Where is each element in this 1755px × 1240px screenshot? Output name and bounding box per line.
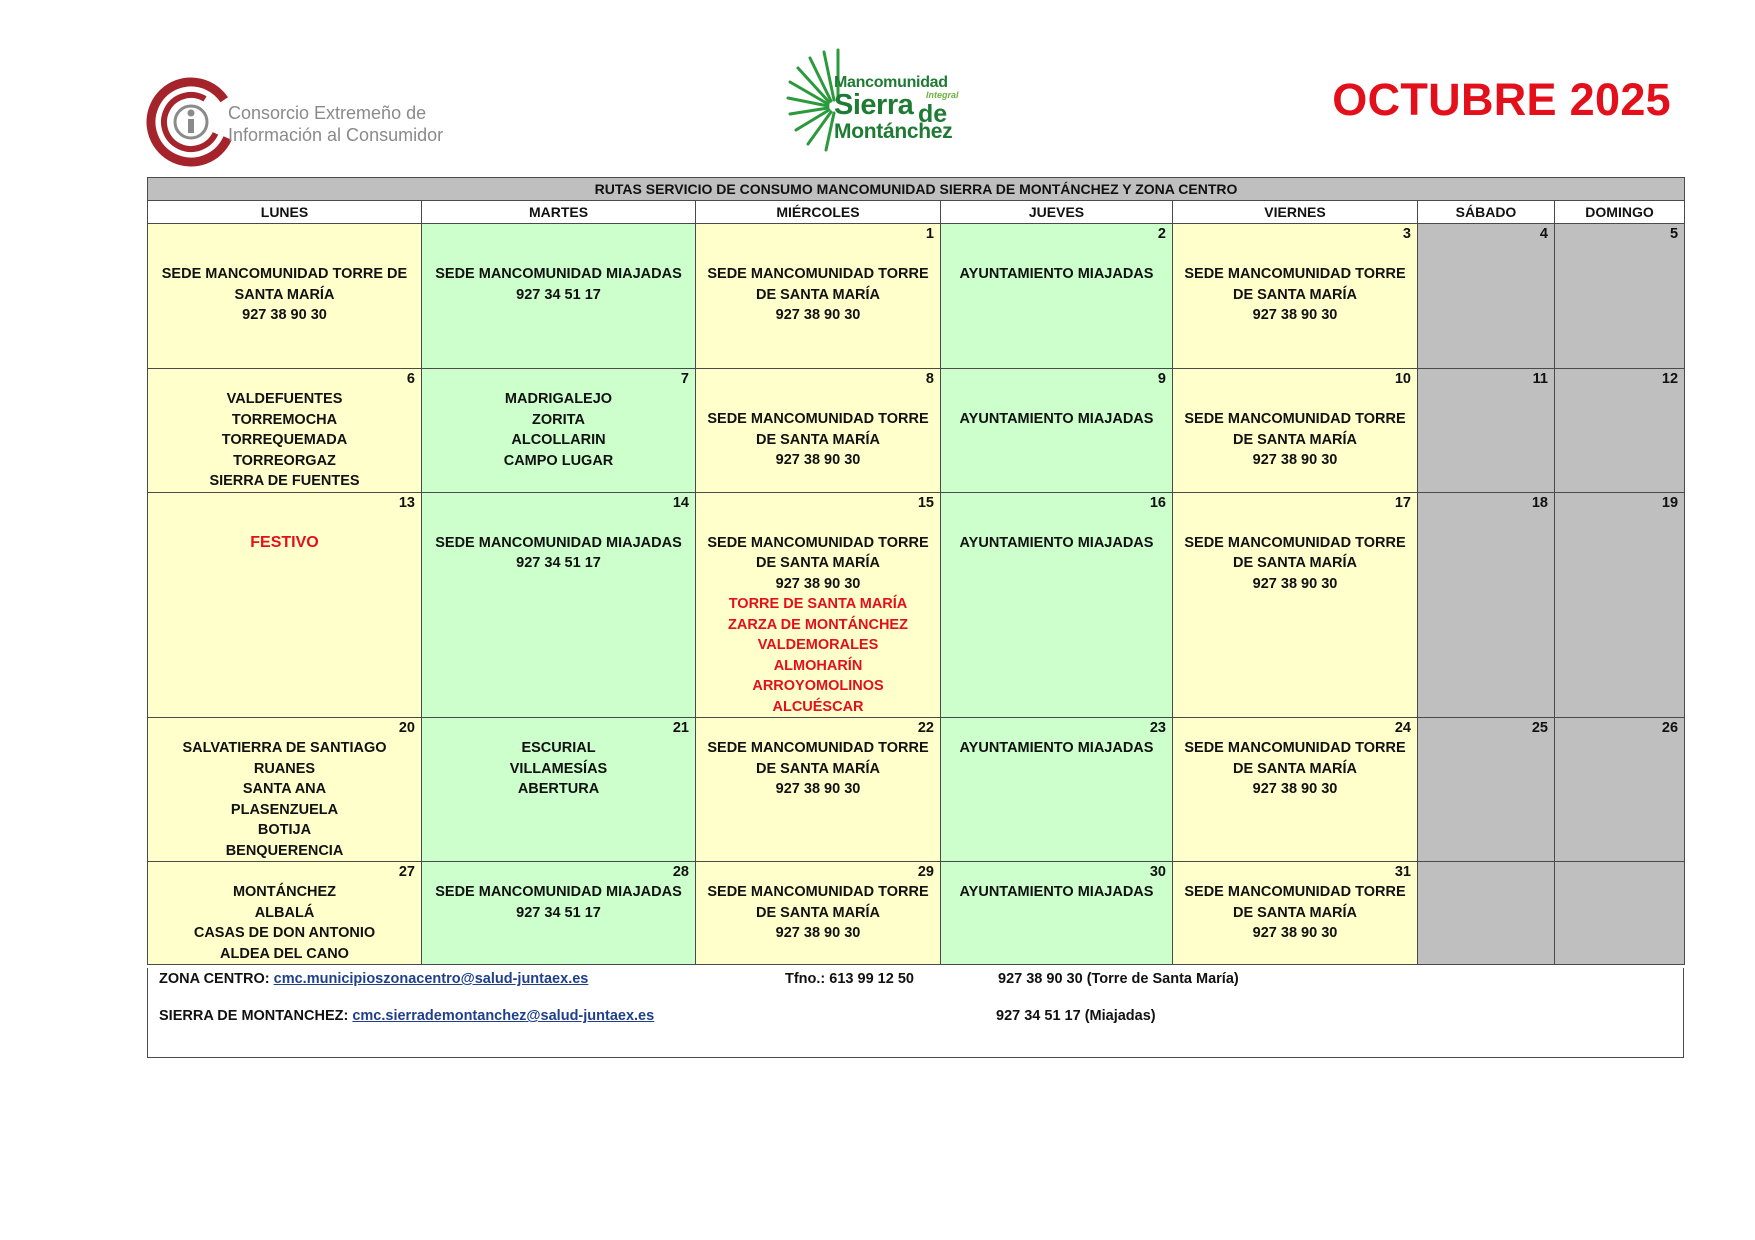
day-cell xyxy=(696,718,941,862)
route-line xyxy=(941,389,1172,409)
route-line: 927 38 90 30 xyxy=(775,781,861,797)
day-number: 1 xyxy=(925,226,934,242)
route-line: AYUNTAMIENTO MIAJADAS xyxy=(959,740,1154,756)
tfno-text: Tfno.: 613 99 12 50 xyxy=(785,971,914,987)
route-line: DE SANTA MARÍA xyxy=(1232,286,1358,303)
day-cell xyxy=(422,718,696,862)
route-line: PLASENZUELA xyxy=(230,801,339,818)
route-line: SEDE MANCOMUNIDAD TORRE xyxy=(707,266,929,282)
route-line: SEDE MANCOMUNIDAD TORRE xyxy=(1184,266,1406,282)
route-line: AYUNTAMIENTO MIAJADAS xyxy=(959,411,1154,427)
route-line: TORREORGAZ xyxy=(233,452,336,469)
day-cell xyxy=(696,492,941,718)
route-line: 927 38 90 30 xyxy=(775,575,861,592)
day-number: 27 xyxy=(398,864,415,880)
route-line: 927 38 90 30 xyxy=(775,925,861,941)
day-header-viernes: VIERNES xyxy=(1173,201,1418,224)
day-header-domingo: DOMINGO xyxy=(1555,201,1685,224)
route-line xyxy=(1173,244,1417,264)
day-cell xyxy=(1555,492,1685,718)
calendar-banner: RUTAS SERVICIO DE CONSUMO MANCOMUNIDAD SIERRA DE MONTÁNCHEZ Y ZONA CENTRO xyxy=(148,178,1685,201)
day-number: 7 xyxy=(680,371,689,387)
sierra-contact xyxy=(159,1008,654,1024)
day-number: 25 xyxy=(1531,720,1548,736)
route-line: DE SANTA MARÍA xyxy=(755,760,881,777)
route-line xyxy=(696,389,940,409)
route-line: ALDEA DEL CANO xyxy=(220,945,349,962)
day-cell xyxy=(1418,369,1555,493)
day-number: 4 xyxy=(1539,226,1548,242)
route-line: DE SANTA MARÍA xyxy=(755,904,881,921)
route-line xyxy=(1173,513,1417,533)
day-number: 14 xyxy=(672,494,689,511)
logo-text-line-2: Información al Consumidor xyxy=(228,125,444,145)
route-line: 927 38 90 30 xyxy=(242,307,327,323)
day-number: 28 xyxy=(672,864,689,880)
route-calendar xyxy=(147,177,1685,965)
month-title: OCTUBRE 2025 xyxy=(1332,74,1671,125)
day-number: 24 xyxy=(1394,720,1411,736)
zona-centro-contact xyxy=(159,971,588,987)
day-cell xyxy=(1418,224,1555,369)
route-line: SEDE MANCOMUNIDAD TORRE xyxy=(707,884,929,900)
day-cell xyxy=(941,224,1173,369)
route-line: CAMPO LUGAR xyxy=(503,452,614,469)
day-cell xyxy=(941,718,1173,862)
day-number: 6 xyxy=(406,371,415,387)
logo-montanchez: Montánchez xyxy=(834,120,953,143)
route-line: VILLAMESÍAS xyxy=(509,760,608,777)
week-row xyxy=(148,369,1685,493)
route-line: DE SANTA MARÍA xyxy=(755,431,881,448)
route-line: DE SANTA MARÍA xyxy=(1232,555,1358,571)
route-line: ALBALÁ xyxy=(254,904,315,921)
logo-sierra: Sierra xyxy=(834,89,914,121)
route-line: ABERTURA xyxy=(517,781,600,797)
day-cell xyxy=(148,369,422,493)
route-town-line: ZARZA DE MONTÁNCHEZ xyxy=(728,616,908,633)
route-line: BENQUERENCIA xyxy=(225,842,344,859)
route-line: 927 38 90 30 xyxy=(1252,781,1338,797)
day-number: 26 xyxy=(1661,720,1679,736)
sierra-email-link[interactable]: cmc.sierrademontanchez@salud-juntaex.es xyxy=(352,1008,655,1024)
route-line: DE SANTA MARÍA xyxy=(755,286,881,303)
route-line: SEDE MANCOMUNIDAD MIAJADAS xyxy=(435,884,682,900)
route-line xyxy=(148,244,421,264)
route-line: 927 38 90 30 xyxy=(775,452,861,468)
route-line xyxy=(696,244,940,264)
route-line: AYUNTAMIENTO MIAJADAS xyxy=(959,534,1154,551)
day-cell xyxy=(422,224,696,369)
day-number: 5 xyxy=(1669,226,1679,242)
day-cell xyxy=(696,224,941,369)
route-line: TORREQUEMADA xyxy=(221,432,348,448)
day-cell xyxy=(941,492,1173,718)
calendar-weeks xyxy=(148,224,1685,965)
day-number: 18 xyxy=(1531,494,1548,511)
day-cell xyxy=(148,718,422,862)
day-number xyxy=(1555,862,1684,882)
day-cell xyxy=(1418,862,1555,965)
route-line: SEDE MANCOMUNIDAD MIAJADAS xyxy=(435,266,682,282)
day-header-sabado: SÁBADO xyxy=(1418,201,1555,224)
route-town-line: TORRE DE SANTA MARÍA xyxy=(728,596,908,612)
day-cell xyxy=(1173,224,1418,369)
day-cell xyxy=(1173,862,1418,965)
day-cell xyxy=(941,862,1173,965)
route-line: DE SANTA MARÍA xyxy=(1232,760,1358,777)
route-line: 927 34 51 17 xyxy=(516,904,601,921)
day-number: 10 xyxy=(1394,371,1411,387)
day-number: 2 xyxy=(1157,226,1166,242)
day-cell xyxy=(696,862,941,965)
zona-centro-email-link[interactable]: cmc.municipioszonacentro@salud-juntaex.es xyxy=(273,971,589,987)
day-header-jueves: JUEVES xyxy=(941,201,1173,224)
route-line: 927 34 51 17 xyxy=(516,555,601,571)
route-line: VALDEFUENTES xyxy=(226,391,343,407)
route-town-line: ALCUÉSCAR xyxy=(772,698,864,715)
route-town-line: ARROYOMOLINOS xyxy=(752,678,884,694)
route-line: SEDE MANCOMUNIDAD TORRE xyxy=(707,534,929,551)
route-line: SEDE MANCOMUNIDAD TORRE xyxy=(707,740,929,756)
day-cell xyxy=(148,492,422,718)
consorcio-emblem-icon xyxy=(146,72,236,172)
route-line: ZORITA xyxy=(532,411,585,428)
day-number: 8 xyxy=(925,371,934,387)
route-line: DE SANTA MARÍA xyxy=(755,555,881,571)
route-line: 927 38 90 30 xyxy=(775,307,861,323)
route-line: BOTIJA xyxy=(257,822,312,838)
route-line: SALVATIERRA DE SANTIAGO xyxy=(182,740,387,756)
route-line: DE SANTA MARÍA xyxy=(1232,431,1358,448)
route-town-line: ALMOHARÍN xyxy=(773,657,863,674)
route-line: SANTA MARÍA xyxy=(234,286,335,303)
route-line: 927 38 90 30 xyxy=(1252,307,1338,323)
route-line: 927 34 51 17 xyxy=(516,286,601,303)
route-line: SEDE MANCOMUNIDAD TORRE DE xyxy=(161,266,408,282)
route-line: ESCURIAL xyxy=(521,740,596,756)
route-town-line: VALDEMORALES xyxy=(757,637,879,653)
route-line: AYUNTAMIENTO MIAJADAS xyxy=(959,884,1154,900)
day-number: 12 xyxy=(1661,371,1679,387)
day-number: 19 xyxy=(1661,494,1679,511)
route-line: SANTA ANA xyxy=(242,781,327,797)
day-number: 16 xyxy=(1149,494,1166,511)
day-cell xyxy=(1555,369,1685,493)
logo-text-line-1: Consorcio Extremeño de xyxy=(228,103,427,123)
route-line: RUANES xyxy=(253,760,316,777)
zona-centro-label: ZONA CENTRO: xyxy=(159,971,270,987)
day-number: 13 xyxy=(398,494,415,511)
route-line xyxy=(422,513,695,533)
logo-mancomunidad: Mancomunidad xyxy=(834,74,948,91)
day-cell xyxy=(1173,718,1418,862)
route-line: SEDE MANCOMUNIDAD TORRE xyxy=(1184,534,1406,551)
day-number: 23 xyxy=(1149,720,1166,736)
day-cell xyxy=(422,862,696,965)
day-number xyxy=(148,224,421,244)
tel-torre-text: 927 38 90 30 (Torre de Santa María) xyxy=(998,971,1239,987)
day-cell xyxy=(1555,224,1685,369)
day-number: 15 xyxy=(917,494,934,511)
route-line: MONTÁNCHEZ xyxy=(232,884,337,900)
mancomunidad-logo xyxy=(786,42,982,152)
route-line: 927 38 90 30 xyxy=(1252,575,1338,592)
route-line xyxy=(941,244,1172,264)
day-header-miercoles: MIÉRCOLES xyxy=(696,201,941,224)
route-line: SEDE MANCOMUNIDAD TORRE xyxy=(707,411,929,427)
day-number: 11 xyxy=(1532,371,1548,387)
day-header-martes: MARTES xyxy=(422,201,696,224)
week-row xyxy=(148,718,1685,862)
route-line: 927 38 90 30 xyxy=(1252,925,1338,941)
route-line: 927 38 90 30 xyxy=(1252,452,1338,468)
day-cell xyxy=(422,369,696,493)
contact-footer xyxy=(147,968,1684,1058)
day-cell xyxy=(1173,369,1418,493)
day-number: 20 xyxy=(398,720,415,736)
festivo-label: FESTIVO xyxy=(250,533,319,551)
route-line xyxy=(941,513,1172,533)
day-number: 9 xyxy=(1157,371,1166,387)
tel-miajadas-text: 927 34 51 17 (Miajadas) xyxy=(996,1008,1156,1024)
route-line: CASAS DE DON ANTONIO xyxy=(193,925,376,941)
sierra-label: SIERRA DE MONTANCHEZ: xyxy=(159,1008,349,1024)
day-number: 22 xyxy=(917,720,934,736)
route-line xyxy=(422,244,695,264)
day-number xyxy=(422,224,695,244)
day-cell xyxy=(1173,492,1418,718)
week-row xyxy=(148,224,1685,369)
route-line: MADRIGALEJO xyxy=(504,391,613,407)
day-cell xyxy=(696,369,941,493)
route-line xyxy=(1173,389,1417,409)
route-line: SEDE MANCOMUNIDAD TORRE xyxy=(1184,740,1406,756)
route-line: AYUNTAMIENTO MIAJADAS xyxy=(959,266,1154,282)
day-number: 31 xyxy=(1394,864,1411,880)
day-header-lunes: LUNES xyxy=(148,201,422,224)
day-cell xyxy=(1555,718,1685,862)
route-line xyxy=(696,513,940,533)
day-cell xyxy=(1418,718,1555,862)
day-number: 29 xyxy=(917,864,934,880)
day-number: 17 xyxy=(1394,494,1411,511)
day-cell xyxy=(422,492,696,718)
day-number: 3 xyxy=(1402,226,1411,242)
route-line: DE SANTA MARÍA xyxy=(1232,904,1358,921)
day-cell xyxy=(148,224,422,369)
day-number: 30 xyxy=(1149,864,1166,880)
day-number xyxy=(1418,862,1554,882)
route-line: SEDE MANCOMUNIDAD TORRE xyxy=(1184,884,1406,900)
route-line: SIERRA DE FUENTES xyxy=(209,473,360,489)
week-row xyxy=(148,492,1685,718)
consorcio-logo xyxy=(146,72,486,172)
logo-integral: Integral xyxy=(926,90,959,100)
day-cell xyxy=(941,369,1173,493)
day-number: 21 xyxy=(672,720,689,736)
day-cell xyxy=(1418,492,1555,718)
day-cell xyxy=(148,862,422,965)
route-line xyxy=(148,513,421,533)
route-line: SEDE MANCOMUNIDAD MIAJADAS xyxy=(435,534,682,551)
route-line: ALCOLLARIN xyxy=(511,432,606,448)
week-row xyxy=(148,862,1685,965)
route-line: SEDE MANCOMUNIDAD TORRE xyxy=(1184,411,1406,427)
logo-de: de xyxy=(918,100,948,128)
route-line: TORREMOCHA xyxy=(231,411,338,428)
day-cell xyxy=(1555,862,1685,965)
